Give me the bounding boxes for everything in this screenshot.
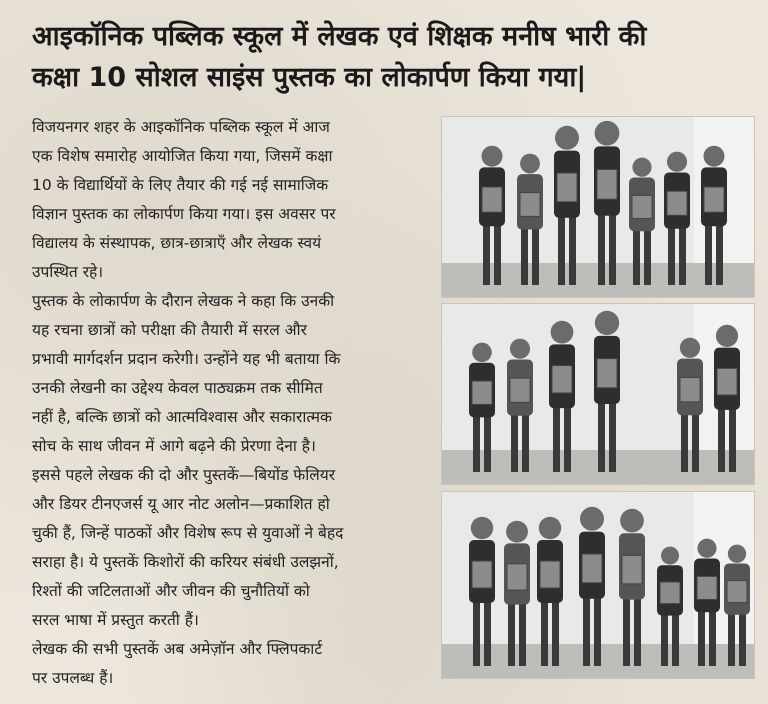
person-head: [661, 547, 679, 565]
person-head: [620, 509, 644, 533]
person-leg: [594, 594, 601, 666]
book: [632, 195, 652, 218]
text-line: नहीं है, बल्कि छात्रों को आत्मविश्वास और सकारात्मक: [32, 408, 332, 426]
text-line: सराहा है। ये पुस्तकें किशोरों की करियर संबंधी उलझनों,: [32, 553, 339, 571]
paragraph-1: [32, 113, 432, 287]
text-line: विद्यालय के संस्थापक, छात्र-छात्राएँ और लेखक स्वयं: [32, 234, 322, 252]
text-line: पुस्तक के लोकार्पण के दौरान लेखक ने कहा कि उनकी: [32, 292, 335, 310]
book: [704, 187, 724, 212]
paragraph-2: [32, 287, 432, 461]
person-leg: [716, 222, 723, 285]
person-leg: [483, 222, 490, 285]
person-head: [580, 507, 604, 531]
group-photo-2: [441, 303, 755, 485]
person-head: [667, 152, 687, 172]
book: [660, 582, 680, 604]
book: [507, 564, 527, 590]
text-line: 10 के विद्यार्थियों के लिए तैयार की गई नई सामाजिक: [32, 176, 329, 194]
person-head: [595, 311, 619, 335]
book: [622, 555, 642, 583]
book: [472, 381, 492, 404]
text-line: प्रभावी मार्गदर्शन प्रदान करेगी। उन्होंने यह भी बताया कि: [32, 350, 341, 368]
text-line: सरल भाषा में प्रस्तुत करती हैं।: [32, 611, 199, 629]
person-leg: [681, 411, 688, 472]
person-leg: [609, 211, 616, 285]
person-leg: [705, 222, 712, 285]
person-head: [506, 521, 528, 543]
person-head: [595, 121, 620, 146]
person-leg: [634, 595, 641, 666]
text-line: सोच के साथ जीवन में आगे बढ़ने की प्रेरणा देना है।: [32, 437, 316, 455]
person-leg: [718, 405, 725, 472]
text-line: एक विशेष समारोह आयोजित किया गया, जिसमें कक्षा: [32, 147, 333, 165]
person-leg: [698, 608, 705, 666]
person-leg: [521, 226, 528, 285]
person-leg: [522, 412, 529, 472]
text-line: और डियर टीनएजर्स यू आर नोट अलोन—प्रकाशित हो: [32, 495, 330, 513]
text-line: विजयनगर शहर के आइकॉनिक पब्लिक स्कूल में आज: [32, 118, 330, 136]
person-head: [471, 517, 494, 540]
book: [597, 170, 617, 200]
person-head: [472, 343, 492, 363]
person-head: [728, 545, 746, 563]
group-photo-3-image: [442, 492, 754, 678]
paragraph-4: [32, 635, 432, 693]
person-head: [704, 146, 725, 167]
headline-line-2: कक्षा 10 सोशल साइंस पुस्तक का लोकार्पण किया गया|: [32, 62, 587, 93]
person-leg: [564, 404, 571, 472]
group-photo-3: [441, 491, 755, 679]
paragraph-3: [32, 461, 432, 635]
book: [552, 366, 572, 393]
person-head: [551, 321, 574, 344]
person-leg: [679, 225, 686, 285]
book: [727, 581, 747, 603]
person-leg: [709, 608, 716, 666]
person-head: [520, 154, 540, 174]
person-leg: [541, 599, 548, 667]
text-line: उपस्थित रहे।: [32, 263, 104, 281]
person-head: [697, 539, 716, 558]
person-leg: [484, 599, 491, 667]
person-head: [632, 158, 651, 177]
book: [482, 187, 502, 212]
person-leg: [473, 414, 480, 473]
group-photo-1: [441, 116, 755, 298]
person-leg: [668, 225, 675, 285]
person-head: [539, 517, 562, 540]
person-leg: [511, 412, 518, 472]
person-leg: [598, 211, 605, 285]
person-head: [510, 339, 530, 359]
book: [510, 378, 530, 402]
text-line: लेखक की सभी पुस्तकें अब अमेज़ॉन और फ्लिपकार्ट: [32, 640, 323, 658]
text-line: विज्ञान पुस्तक का लोकार्पण किया गया। इस अवसर पर: [32, 205, 336, 223]
book: [520, 193, 540, 217]
person-head: [680, 338, 700, 358]
group-photo-1-image: [442, 117, 754, 297]
person-leg: [644, 227, 651, 285]
book: [680, 378, 700, 402]
person-leg: [729, 405, 736, 472]
person-leg: [633, 227, 640, 285]
person-leg: [484, 414, 491, 473]
person-leg: [623, 595, 630, 666]
text-line: उनकी लेखनी का उद्देश्य केवल पाठ्यक्रम तक सीमित: [32, 379, 323, 397]
person-leg: [739, 611, 746, 666]
person-leg: [552, 599, 559, 667]
text-line: पर उपलब्ध हैं।: [32, 669, 114, 687]
person-leg: [661, 612, 668, 666]
book: [597, 359, 617, 388]
person-leg: [569, 213, 576, 285]
article-body: [32, 113, 432, 693]
text-line: चुकी हैं, जिन्हें पाठकों और विशेष रूप से युवाओं ने बेहद: [32, 524, 344, 542]
text-line: रिश्तों की जटिलताओं और जीवन की चुनौतियों को: [32, 582, 310, 600]
person-leg: [598, 399, 605, 472]
person-leg: [609, 399, 616, 472]
person-leg: [692, 411, 699, 472]
person-leg: [532, 226, 539, 285]
book: [472, 561, 492, 588]
book: [697, 576, 717, 599]
person-leg: [672, 612, 679, 666]
book: [717, 368, 737, 395]
person-head: [716, 325, 738, 347]
person-head: [482, 146, 503, 167]
person-leg: [494, 222, 501, 285]
headline: [32, 16, 752, 98]
person-leg: [508, 600, 515, 666]
book: [582, 554, 602, 583]
person-head: [555, 126, 579, 150]
person-leg: [519, 600, 526, 666]
book: [667, 191, 687, 215]
text-line: यह रचना छात्रों को परीक्षा की तैयारी में सरल और: [32, 321, 307, 339]
book: [540, 561, 560, 588]
book: [557, 173, 577, 202]
person-leg: [583, 594, 590, 666]
person-leg: [473, 599, 480, 667]
headline-line-1: आइकॉनिक पब्लिक स्कूल में लेखक एवं शिक्षक मनीष भारी की: [32, 21, 647, 52]
person-leg: [558, 213, 565, 285]
person-leg: [728, 611, 735, 666]
group-photo-2-image: [442, 304, 754, 484]
text-line: इससे पहले लेखक की दो और पुस्तकें—बियोंड फेलियर: [32, 466, 336, 484]
person-leg: [553, 404, 560, 472]
